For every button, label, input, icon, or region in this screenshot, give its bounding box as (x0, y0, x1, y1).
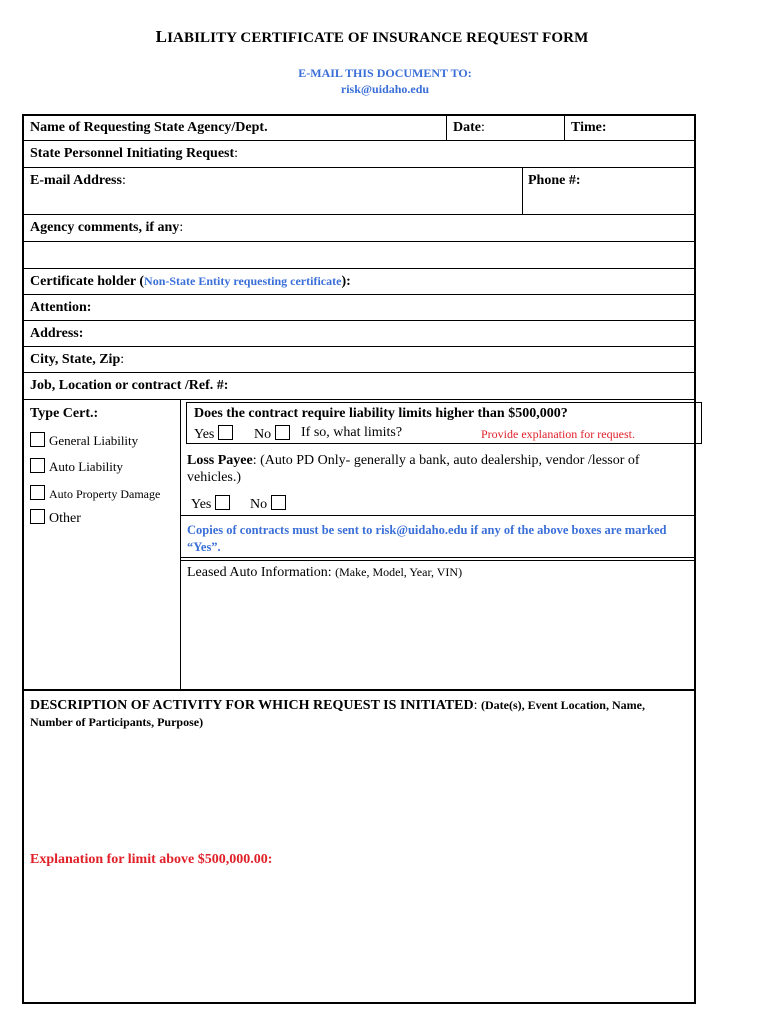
title-first-letter: L (155, 27, 168, 46)
limits-yes-label: Yes (194, 427, 215, 442)
loss-payee-yes-label: Yes (191, 497, 212, 512)
email-label-wrap (30, 173, 126, 189)
auto-property-damage-checkbox[interactable] (30, 485, 45, 500)
auto-liability-label: Auto Liability (49, 459, 124, 474)
col-divider (446, 114, 447, 140)
comments-field[interactable] (26, 243, 692, 266)
row-divider (22, 399, 696, 400)
email-instruction: E-MAIL THIS DOCUMENT TO: (298, 66, 472, 80)
attention-field[interactable] (100, 296, 690, 318)
loss-payee-no-label: No (250, 497, 268, 512)
row-divider (181, 560, 696, 561)
cert-holder-wrap (30, 274, 351, 290)
other-checkbox[interactable] (30, 509, 45, 524)
limits-yes-checkbox[interactable] (218, 425, 233, 440)
explanation-field[interactable] (26, 872, 692, 1000)
limits-no-label: No (254, 427, 272, 442)
comments-label-wrap (30, 220, 183, 236)
description-detail: (Date(s), Event Location, Name, Number of Participants, Purpose) (30, 698, 645, 729)
limits-no-checkbox[interactable] (275, 425, 290, 440)
personnel-label-wrap (30, 146, 238, 162)
date-label-wrap (453, 120, 485, 136)
row-divider (22, 214, 696, 215)
agency-label: Name of Requesting State Agency/Dept. (30, 120, 268, 135)
row-divider (22, 346, 696, 347)
row-divider (22, 167, 696, 168)
title-rest: IABILITY CERTIFICATE OF INSURANCE REQUEST FORM (167, 30, 589, 46)
attention-label: Attention: (30, 300, 92, 315)
date-field[interactable] (492, 116, 560, 138)
row-divider (22, 320, 696, 321)
time-field[interactable] (614, 116, 692, 138)
address-field[interactable] (92, 322, 690, 344)
job-label: Job, Location or contract /Ref. #: (30, 378, 229, 393)
job-field[interactable] (250, 374, 690, 396)
email-field[interactable] (140, 169, 516, 211)
leased-auto-field[interactable] (184, 585, 692, 685)
form-title (0, 27, 744, 47)
address-label: Address: (30, 326, 84, 341)
row-divider (22, 268, 696, 269)
type-cert-heading: Type Cert.: (30, 406, 99, 421)
type-general-liability[interactable] (30, 432, 138, 449)
city-colon: : (120, 352, 125, 367)
row-divider (181, 515, 696, 516)
description-label: DESCRIPTION OF ACTIVITY FOR WHICH REQUEST IS INITIATED (30, 698, 474, 713)
col-divider (564, 114, 565, 140)
cert-holder-note: Non-State Entity requesting certificate (144, 274, 342, 288)
row-divider (181, 557, 696, 558)
personnel-field[interactable] (260, 142, 690, 164)
general-liability-checkbox[interactable] (30, 432, 45, 447)
row-divider (22, 140, 696, 141)
auto-liability-checkbox[interactable] (30, 458, 45, 473)
phone-label: Phone #: (528, 173, 581, 188)
city-label: City, State, Zip (30, 352, 121, 367)
personnel-colon: : (234, 146, 239, 161)
email-label: E-mail Address (30, 173, 122, 188)
limits-question: Does the contract require liability limits higher than $500,000? (194, 406, 568, 421)
phone-field[interactable] (590, 169, 690, 211)
limits-note: Provide explanation for request. (481, 427, 635, 441)
date-label: Date (453, 120, 481, 135)
cert-holder-label: Certificate holder ( (30, 274, 145, 289)
loss-payee-yes[interactable] (191, 495, 230, 513)
copies-notice: Copies of contracts must be sent to risk@uidaho.edu if any of the above boxes are marked “Yes”. (187, 523, 667, 554)
col-divider (180, 399, 181, 689)
date-colon: : (481, 120, 485, 135)
limits-yes[interactable] (194, 425, 233, 443)
description-field[interactable] (26, 735, 692, 845)
row-divider (22, 241, 696, 242)
loss-payee-label: Loss Payee (187, 453, 253, 468)
explanation-label: Explanation for limit above $500,000.00: (30, 852, 273, 867)
loss-payee-no[interactable] (250, 495, 286, 513)
comments-label: Agency comments, if any (30, 220, 180, 235)
type-auto-property-damage[interactable] (30, 485, 160, 502)
type-other[interactable] (30, 509, 81, 527)
auto-property-damage-label: Auto Property Damage (49, 487, 161, 501)
agency-field[interactable] (300, 116, 440, 138)
email-colon: : (121, 173, 126, 188)
email-address-link[interactable]: risk@uidaho.edu (340, 82, 430, 96)
description-text (30, 697, 670, 731)
cert-holder-end: ): (341, 274, 351, 289)
section-divider (22, 689, 696, 691)
description-colon: : (473, 698, 478, 713)
loss-payee-no-checkbox[interactable] (271, 495, 286, 510)
city-field[interactable] (135, 348, 690, 370)
other-label: Other (49, 511, 81, 526)
leased-auto-label: Leased Auto Information: (187, 565, 332, 580)
col-divider (522, 167, 523, 214)
loss-payee-text (187, 452, 692, 486)
leased-auto-wrap (187, 565, 462, 581)
type-auto-liability[interactable] (30, 458, 123, 475)
general-liability-label: General Liability (49, 433, 139, 448)
loss-payee-description: : (Auto PD Only- generally a bank, auto dealership, vendor /lessor of vehicles.) (187, 453, 640, 485)
comments-colon: : (179, 220, 184, 235)
personnel-label: State Personnel Initiating Request (30, 146, 235, 161)
city-label-wrap (30, 352, 124, 368)
limits-if-so: If so, what limits? (301, 425, 403, 440)
loss-payee-yes-checkbox[interactable] (215, 495, 230, 510)
leased-auto-detail: (Make, Model, Year, VIN) (335, 565, 463, 579)
row-divider (22, 372, 696, 373)
limits-no[interactable] (254, 425, 290, 443)
time-label: Time: (571, 120, 607, 135)
row-divider (22, 294, 696, 295)
